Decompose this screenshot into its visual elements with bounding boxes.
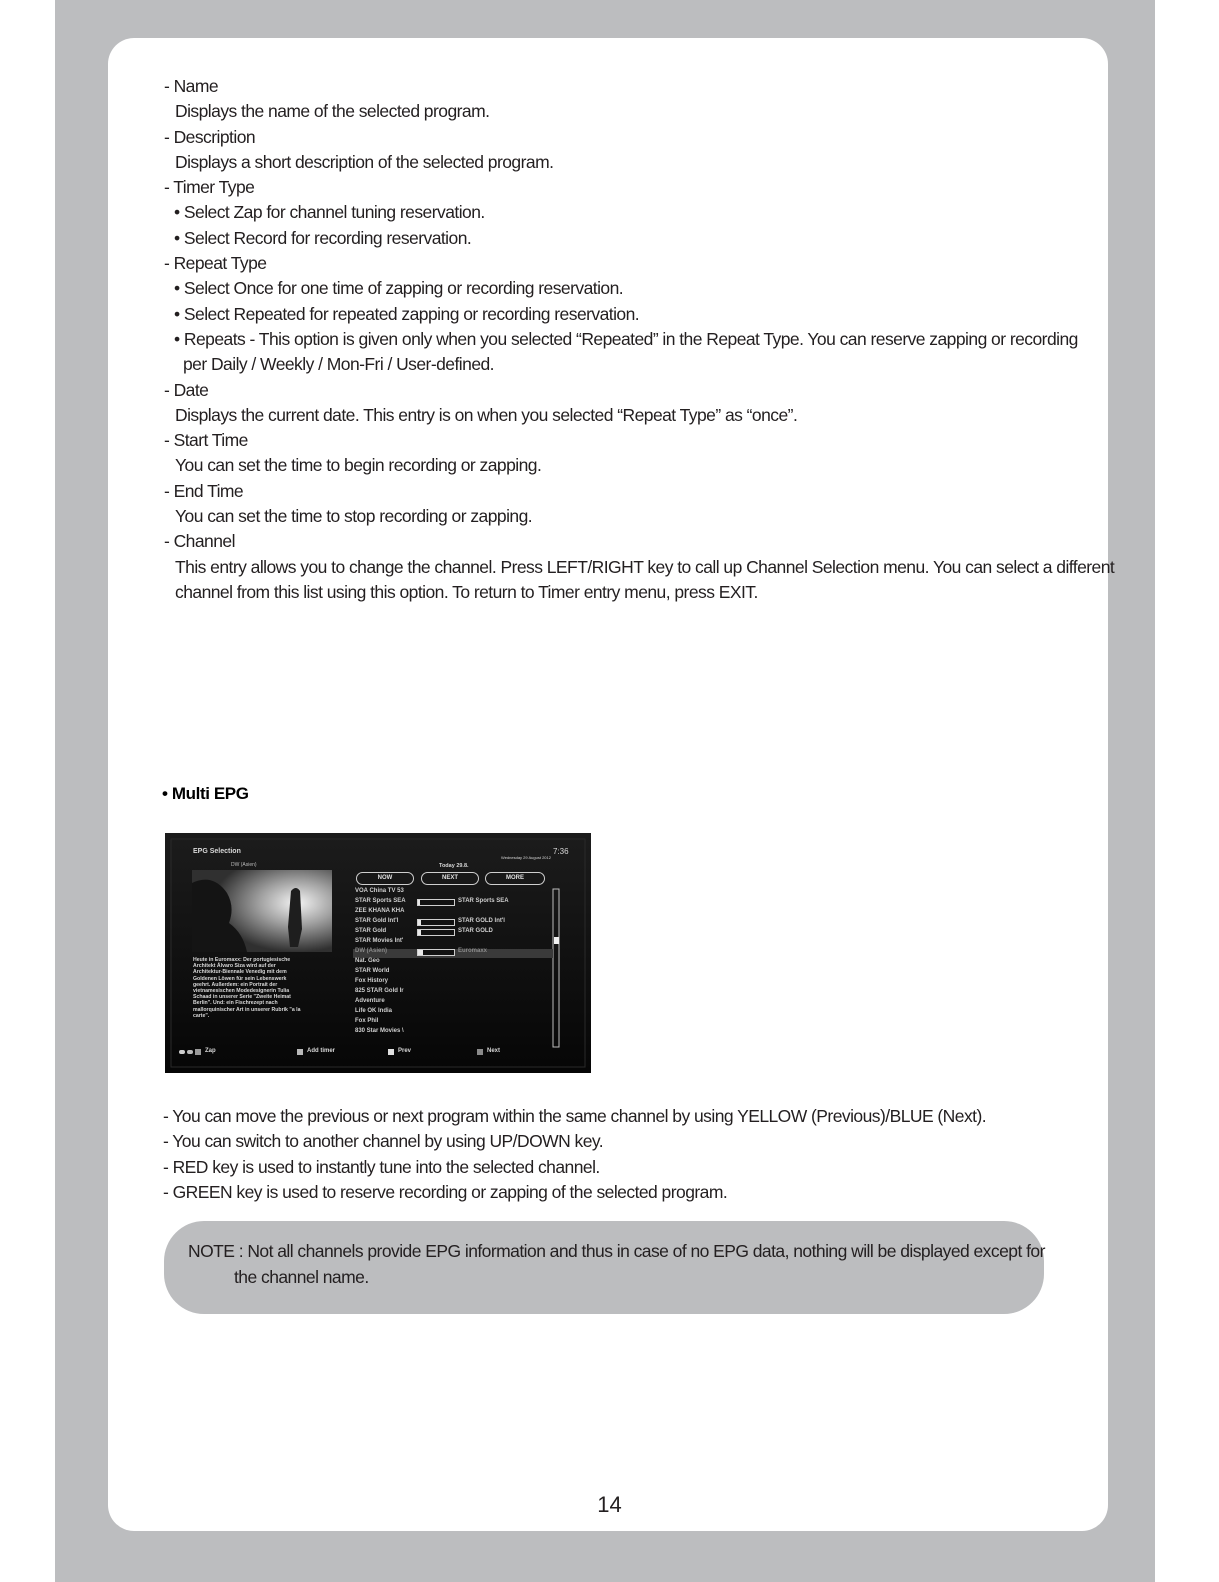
channel-name[interactable]: Adventure	[355, 998, 385, 1004]
epg-date: Wednesday 29 August 2012	[501, 855, 551, 860]
channel-name[interactable]: Life OK India	[355, 1008, 393, 1014]
note-line-1: NOTE : Not all channels provide EPG information and thus in case of no EPG data, nothing will be displayed except for	[188, 1241, 1045, 1261]
timer-text-line: You can set the time to begin recording or zapping.	[175, 455, 542, 476]
description-line: Architektur-Biennale Venedig mit dem	[193, 969, 287, 976]
event-progress-bar	[417, 899, 455, 906]
channel-name[interactable]: Nat. Geo	[355, 958, 380, 964]
timer-text-line: • Repeats - This option is given only when you selected “Repeated” in the Repeat Type. You can reserve zapping or recording	[174, 328, 1078, 349]
channel-name[interactable]: 825 STAR Gold Ir	[355, 988, 404, 994]
channel-name[interactable]: STAR Gold	[355, 928, 387, 934]
footer-key-label: Prev	[398, 1048, 412, 1054]
video-preview	[192, 870, 332, 952]
epg-notes	[163, 1104, 1063, 1205]
color-key-icon	[195, 1049, 201, 1055]
event-progress-bar	[417, 919, 455, 926]
timer-text-line: • Select Once for one time of zapping or recording reservation.	[174, 278, 624, 299]
footer-key-label: Next	[487, 1048, 501, 1054]
channel-name[interactable]: Fox History	[355, 978, 389, 984]
color-key-icon	[388, 1049, 394, 1055]
timer-text-line: This entry allows you to change the channel. Press LEFT/RIGHT key to call up Channel Selection menu. You can select a different	[175, 556, 1115, 577]
note-box	[164, 1221, 1044, 1314]
arrow-key-icon	[179, 1050, 185, 1054]
channel-event: STAR GOLD	[458, 928, 493, 934]
epg-screenshot	[165, 833, 591, 1073]
timer-text-line: - Channel	[164, 531, 235, 552]
description-line: Architekt Álvaro Siza wird auf der	[193, 963, 276, 970]
channel-event: STAR GOLD Int'l	[458, 918, 505, 924]
timer-text-line: - Timer Type	[164, 177, 255, 198]
tab-now[interactable]: NOW	[356, 872, 414, 885]
description-line: Berlin". Und: ein Fischrezept nach	[193, 1000, 278, 1007]
timer-text-line: - Repeat Type	[164, 253, 267, 274]
channel-name[interactable]: STAR Sports SEA	[355, 898, 406, 904]
color-key-icon	[477, 1049, 483, 1055]
timer-text-line: per Daily / Weekly / Mon-Fri / User-defined.	[183, 354, 494, 375]
epg-note-line: - You can move the previous or next program within the same channel by using YELLOW (Previous)/BLUE (Next).	[163, 1106, 987, 1126]
timer-text-line: - Description	[164, 126, 256, 147]
timer-text-line: - Start Time	[164, 430, 248, 451]
event-progress-bar	[417, 929, 455, 936]
arrow-key-icon	[187, 1050, 193, 1054]
description-line: mallorquinischer Art in unserer Rubrik "a la	[193, 1006, 301, 1013]
epg-note-line: - You can switch to another channel by using UP/DOWN key.	[163, 1131, 604, 1152]
epg-clock: 7:36	[553, 847, 569, 856]
timer-text-line: Displays the current date. This entry is on when you selected “Repeat Type” as “once”.	[175, 404, 798, 425]
channel-event: STAR Sports SEA	[458, 898, 509, 904]
color-key-icon	[297, 1049, 303, 1055]
epg-note-line: - RED key is used to instantly tune into the selected channel.	[163, 1156, 600, 1177]
timer-text-line: channel from this list using this option. To return to Timer entry menu, press EXIT.	[175, 581, 758, 602]
description-line: Schaad in unserer Serie "Zweite Heimat	[193, 994, 291, 1001]
timer-text-line: - Name	[164, 76, 219, 96]
event-progress-bar	[417, 949, 455, 956]
channel-name[interactable]: STAR World	[355, 968, 390, 974]
timer-options-section	[164, 74, 1115, 605]
timer-text-line: Displays a short description of the selected program.	[175, 151, 554, 172]
epg-title: EPG Selection	[193, 848, 241, 855]
timer-text-line: • Select Record for recording reservation.	[174, 227, 472, 248]
epg-note-line: - GREEN key is used to reserve recording or zapping of the selected program.	[163, 1181, 728, 1202]
channel-name[interactable]: ZEE KHANA KHA	[355, 908, 405, 914]
channel-name[interactable]: 830 Star Movies \	[355, 1028, 404, 1034]
footer-key-label: Zap	[205, 1048, 216, 1054]
footer-key-label: Add timer	[307, 1048, 336, 1054]
channel-name[interactable]: VOA China TV 53	[355, 888, 404, 894]
timer-text-line: • Select Zap for channel tuning reservation.	[174, 202, 485, 223]
tab-more[interactable]: MORE	[485, 872, 545, 885]
tab-next[interactable]: NEXT	[421, 872, 479, 885]
timer-text-line: • Select Repeated for repeated zapping or recording reservation.	[174, 303, 640, 324]
page-number: 14	[597, 1492, 622, 1517]
current-channel-label: DW (Asien)	[231, 862, 257, 868]
channel-name[interactable]: STAR Gold Int'l	[355, 918, 399, 924]
today-label: Today 29.8.	[439, 863, 469, 869]
timer-text-line: - Date	[164, 379, 209, 400]
description-line: Heute in Euromaxx: Der portugiesische	[193, 957, 291, 963]
note-line-2: the channel name.	[234, 1267, 369, 1287]
channel-name[interactable]: STAR Movies Int'	[355, 938, 404, 944]
timer-text-line: - End Time	[164, 480, 244, 501]
description-line: carte".	[193, 1012, 210, 1019]
description-line: Goldenen Löwen für sein Lebenswerk	[193, 975, 287, 982]
channel-name[interactable]: Fox Phil	[355, 1018, 379, 1024]
multi-epg-heading: • Multi EPG	[162, 784, 249, 803]
timer-text-line: You can set the time to stop recording or zapping.	[175, 506, 533, 527]
scrollbar-thumb[interactable]	[554, 937, 559, 944]
description-line: geehrt. Außerdem: ein Portrait der	[193, 981, 278, 988]
description-line: vietnamesischen Modedesignerin Tulia	[193, 988, 290, 994]
channel-name[interactable]: DW (Asien)	[355, 948, 387, 954]
timer-text-line: Displays the name of the selected program.	[175, 101, 490, 122]
channel-event: Euromaxx	[458, 948, 488, 954]
